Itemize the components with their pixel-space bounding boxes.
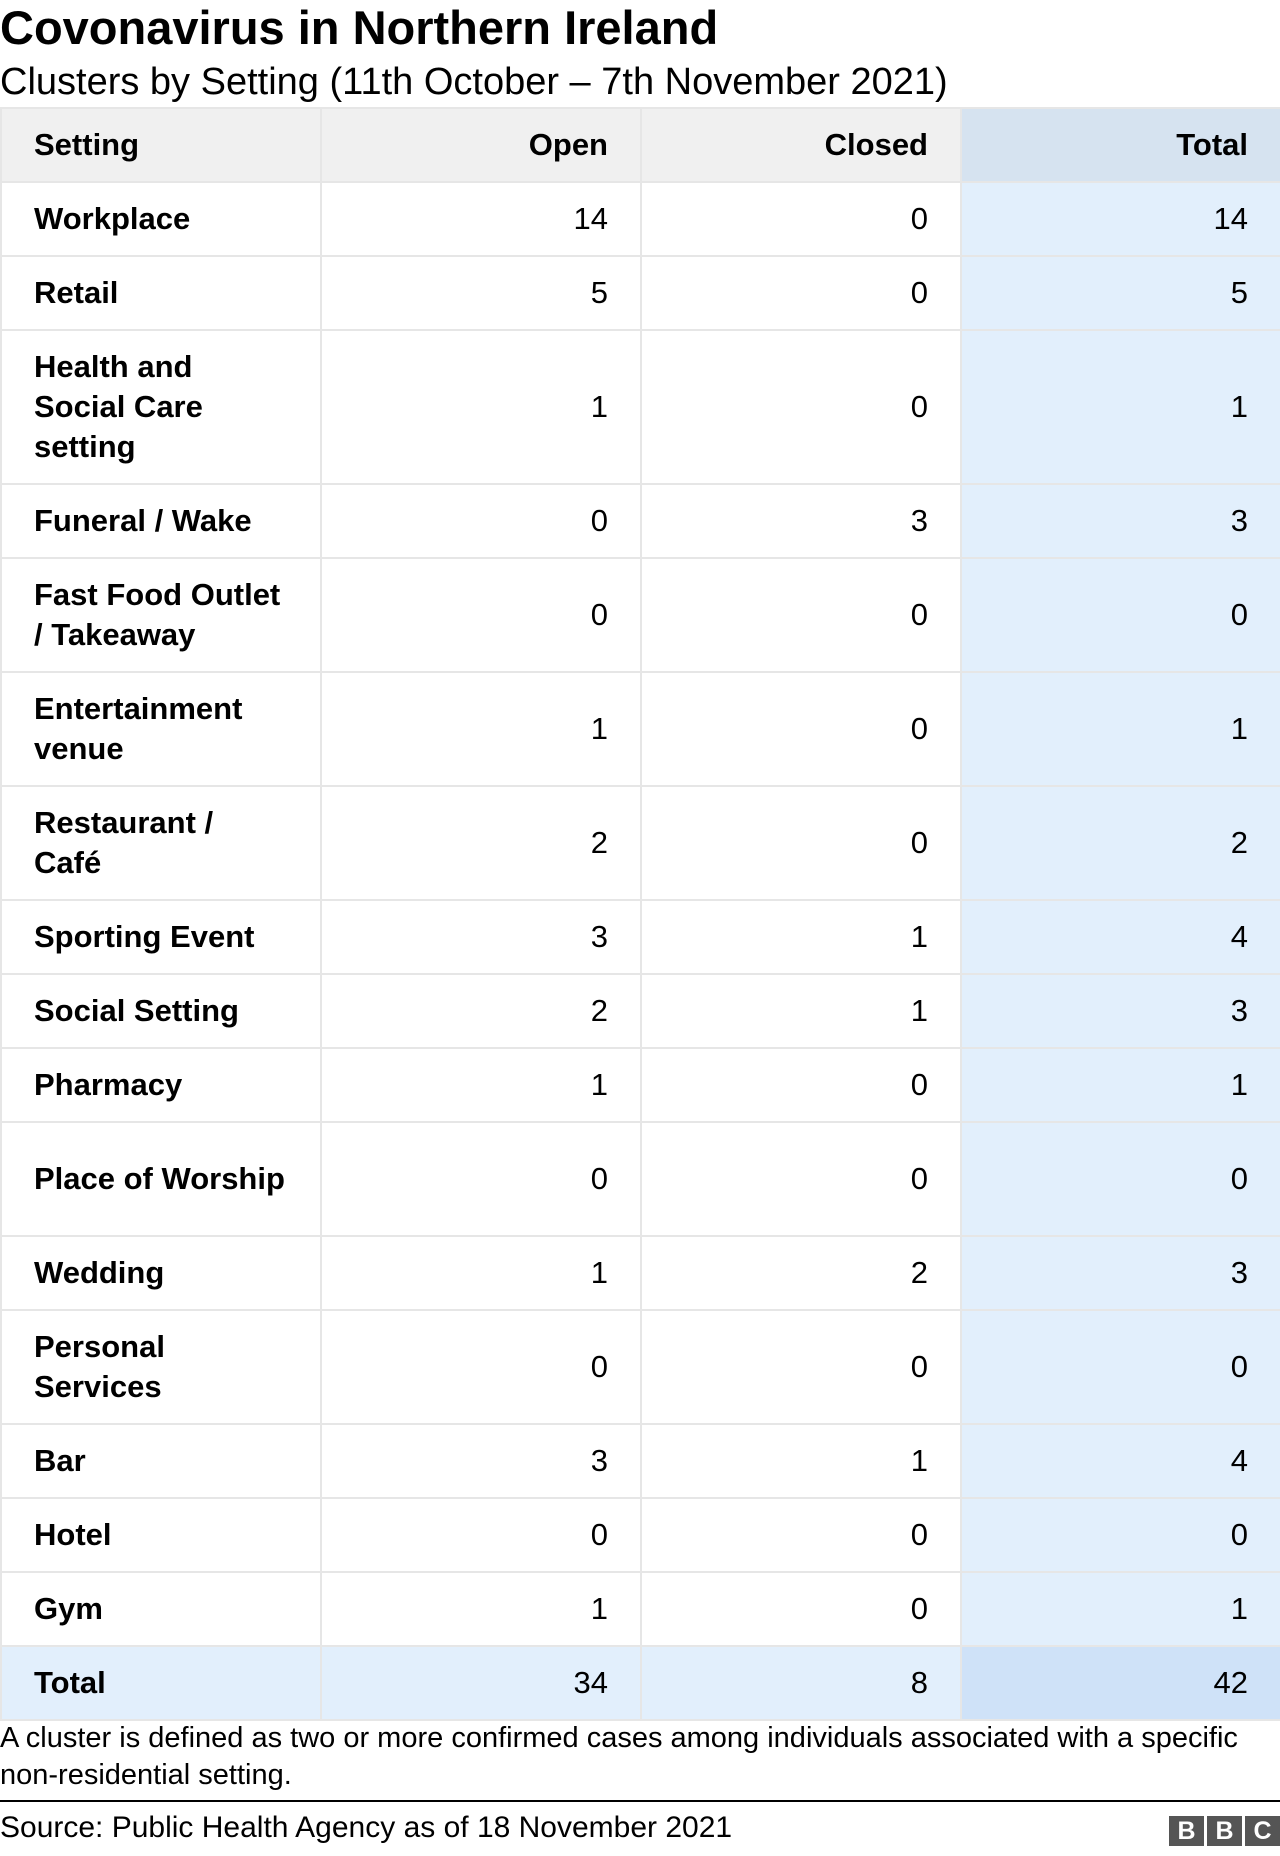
- open-cell: 1: [321, 1236, 641, 1310]
- logo-letter-b2: B: [1207, 1816, 1242, 1846]
- setting-cell: Gym: [1, 1572, 321, 1646]
- clusters-table: [0, 107, 1280, 1721]
- closed-cell: 3: [641, 484, 961, 558]
- setting-cell: Place of Worship: [1, 1122, 321, 1236]
- open-cell: 1: [321, 330, 641, 484]
- setting-cell: Workplace: [1, 182, 321, 256]
- open-cell: 2: [321, 974, 641, 1048]
- total-cell: 3: [961, 974, 1280, 1048]
- table-row: [1, 1310, 1280, 1424]
- total-cell: 0: [961, 1122, 1280, 1236]
- closed-cell: 1: [641, 974, 961, 1048]
- table-row: [1, 1572, 1280, 1646]
- open-cell: 1: [321, 1572, 641, 1646]
- open-cell: 0: [321, 1122, 641, 1236]
- closed-cell: 0: [641, 1122, 961, 1236]
- footer-divider: [0, 1800, 1280, 1802]
- closed-cell: 0: [641, 558, 961, 672]
- open-cell: 1: [321, 1048, 641, 1122]
- footnote: A cluster is defined as two or more confirmed cases among individuals associated with a specific non-residential setting.: [0, 1722, 1238, 1791]
- setting-cell: Restaurant / Café: [1, 786, 321, 900]
- table-row: [1, 182, 1280, 256]
- table-body: [1, 182, 1280, 1720]
- setting-cell: Social Setting: [1, 974, 321, 1048]
- open-cell: 0: [321, 558, 641, 672]
- table-row: [1, 558, 1280, 672]
- open-cell: 5: [321, 256, 641, 330]
- grand-total-cell: 42: [961, 1646, 1280, 1720]
- closed-cell: 0: [641, 256, 961, 330]
- setting-cell: Funeral / Wake: [1, 484, 321, 558]
- setting-cell: Hotel: [1, 1498, 321, 1572]
- column-header-open: Open: [321, 108, 641, 182]
- clusters-table-wrapper: [0, 107, 1280, 1721]
- table-row: [1, 786, 1280, 900]
- table-row: [1, 974, 1280, 1048]
- total-row-label: Total: [1, 1646, 321, 1720]
- open-cell: 2: [321, 786, 641, 900]
- open-cell: 0: [321, 1498, 641, 1572]
- closed-cell: 0: [641, 1572, 961, 1646]
- setting-cell: Fast Food Outlet / Takeaway: [1, 558, 321, 672]
- total-cell: 2: [961, 786, 1280, 900]
- logo-letter-c: C: [1245, 1816, 1280, 1846]
- chart-title: Covonavirus in Northern Ireland: [0, 1, 719, 54]
- closed-cell: 0: [641, 786, 961, 900]
- closed-cell: 0: [641, 182, 961, 256]
- closed-cell: 2: [641, 1236, 961, 1310]
- table-row: [1, 1122, 1280, 1236]
- closed-cell: 0: [641, 672, 961, 786]
- open-cell: 0: [321, 484, 641, 558]
- closed-cell: 0: [641, 330, 961, 484]
- table-header-row: [1, 108, 1280, 182]
- setting-cell: Health and Social Care setting: [1, 330, 321, 484]
- setting-cell: Personal Services: [1, 1310, 321, 1424]
- open-cell: 0: [321, 1310, 641, 1424]
- table-total-row: [1, 1646, 1280, 1720]
- total-cell: 0: [961, 1498, 1280, 1572]
- table-row: [1, 330, 1280, 484]
- total-closed-cell: 8: [641, 1646, 961, 1720]
- bbc-logo: [1169, 1816, 1280, 1846]
- column-header-setting: Setting: [1, 108, 321, 182]
- chart-subtitle: Clusters by Setting (11th October – 7th November 2021): [0, 61, 948, 103]
- setting-cell: Pharmacy: [1, 1048, 321, 1122]
- open-cell: 14: [321, 182, 641, 256]
- logo-letter-b1: B: [1169, 1816, 1204, 1846]
- total-cell: 0: [961, 558, 1280, 672]
- total-cell: 3: [961, 1236, 1280, 1310]
- total-cell: 1: [961, 330, 1280, 484]
- source-text: Source: Public Health Agency as of 18 November 2021: [0, 1811, 733, 1844]
- total-cell: 1: [961, 672, 1280, 786]
- table-row: [1, 1498, 1280, 1572]
- total-cell: 14: [961, 182, 1280, 256]
- total-cell: 0: [961, 1310, 1280, 1424]
- closed-cell: 1: [641, 1424, 961, 1498]
- closed-cell: 0: [641, 1310, 961, 1424]
- total-cell: 1: [961, 1572, 1280, 1646]
- total-cell: 1: [961, 1048, 1280, 1122]
- total-cell: 3: [961, 484, 1280, 558]
- table-row: [1, 1048, 1280, 1122]
- column-header-closed: Closed: [641, 108, 961, 182]
- table-row: [1, 484, 1280, 558]
- table-row: [1, 672, 1280, 786]
- setting-cell: Entertainment venue: [1, 672, 321, 786]
- table-row: [1, 256, 1280, 330]
- setting-cell: Sporting Event: [1, 900, 321, 974]
- total-cell: 4: [961, 1424, 1280, 1498]
- open-cell: 1: [321, 672, 641, 786]
- setting-cell: Wedding: [1, 1236, 321, 1310]
- closed-cell: 0: [641, 1498, 961, 1572]
- closed-cell: 1: [641, 900, 961, 974]
- open-cell: 3: [321, 1424, 641, 1498]
- total-open-cell: 34: [321, 1646, 641, 1720]
- column-header-total: Total: [961, 108, 1280, 182]
- open-cell: 3: [321, 900, 641, 974]
- table-row: [1, 1424, 1280, 1498]
- table-row: [1, 900, 1280, 974]
- setting-cell: Retail: [1, 256, 321, 330]
- closed-cell: 0: [641, 1048, 961, 1122]
- total-cell: 4: [961, 900, 1280, 974]
- table-row: [1, 1236, 1280, 1310]
- setting-cell: Bar: [1, 1424, 321, 1498]
- total-cell: 5: [961, 256, 1280, 330]
